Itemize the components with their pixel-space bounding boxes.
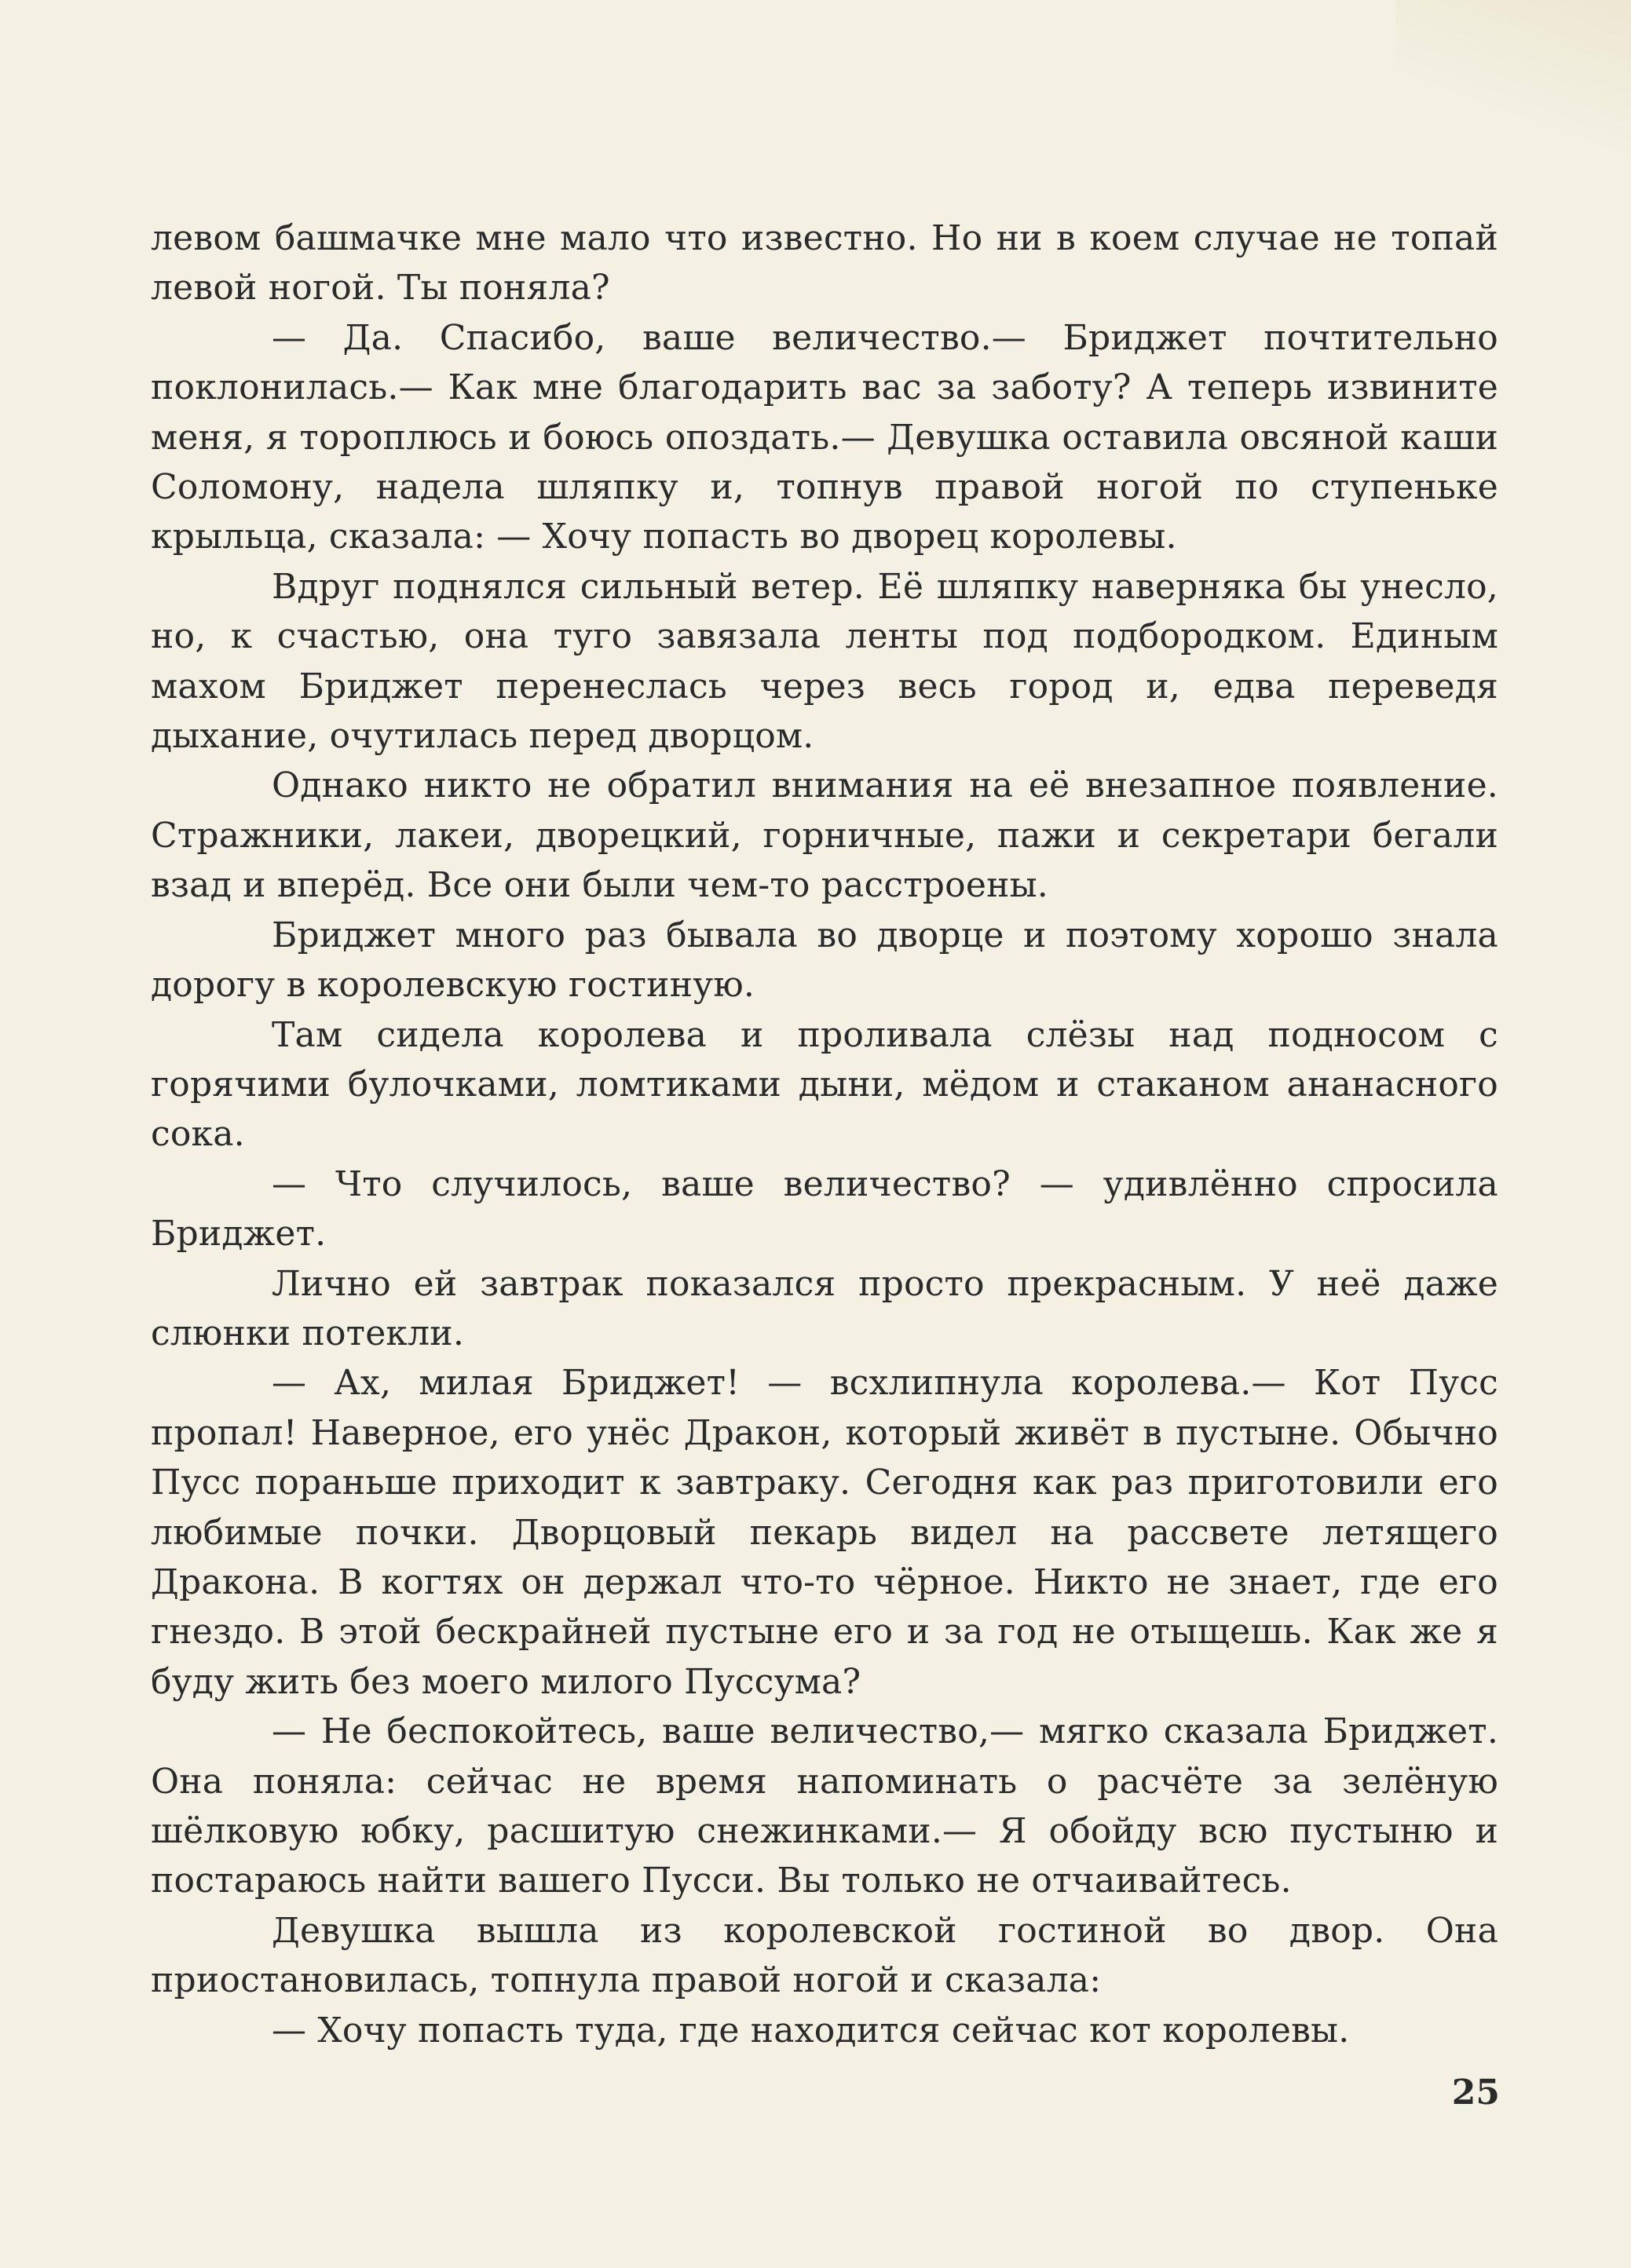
paper-edge-shading — [1395, 0, 1631, 157]
paragraph-7: — Что случилось, ваше величество? — удивлённо спросила Бриджет. — [151, 1163, 1498, 1255]
paragraph-9: — Ах, милая Бриджет! — всхлипнула королева.— Кот Пусс пропал! Наверное, его унёс Дракон, который живёт в пустыне. Обычно Пусс пораньше приходит к завтраку. Сегодня как раз приготовили его любимые почки. Дворцовый пекарь видел на рассвете летящего Дракона. В когтях он держал что-то чёрное. Никто не знает, где его гнездо. В этой бескрайней пустыне его и за год не отыщешь. Как же я буду жить без моего милого Пуссума? — [151, 1363, 1498, 1702]
paragraph-11: Девушка вышла из королевской гостиной во двор. Она приостановилась, топнула правой ногой и сказала: — [151, 1910, 1498, 2001]
page-number: 25 — [1451, 2073, 1500, 2113]
paragraph-1: левом башмачке мне мало что известно. Но ни в коем случае не топай левой ногой. Ты поняла? — [151, 218, 1498, 309]
paragraph-8: Лично ей завтрак показался просто прекрасным. У неё даже слюнки потекли. — [151, 1263, 1498, 1353]
paragraph-10: — Не беспокойтесь, ваше величество,— мягко сказала Бриджет. Она поняла: сейчас не время напоминать о расчёте за зелёную шёлковую юбку, расшитую снежинками.— Я обойду всю пустыню и постараюсь найти вашего Пусси. Вы только не отчаивайтесь. — [151, 1711, 1498, 1901]
paragraph-2: — Да. Спасибо, ваше величество.— Бриджет почтительно поклонилась.— Как мне благодарить вас за заботу? А теперь извините меня, я тороплюсь и боюсь опоздать.— Девушка оставила овсяной каши Соломону, надела шляпку и, топнув правой ногой по ступеньке крыльца, сказала: — Хочу попасть во дворец королевы. — [151, 317, 1498, 557]
paragraph-4: Однако никто не обратил внимания на её внезапное появление. Стражники, лакеи, дворецкий, горничные, пажи и секретари бегали взад и вперёд. Все они были чем-то расстроены. — [151, 765, 1498, 906]
paragraph-12: — Хочу попасть туда, где находится сейчас кот королевы. — [272, 2010, 1350, 2051]
paragraph-6: Там сидела королева и проливала слёзы над подносом с горячими булочками, ломтиками дыни, мёдом и стаканом ананасного сока. — [151, 1014, 1498, 1155]
body-text — [151, 214, 1498, 2055]
paragraph-3: Вдруг поднялся сильный ветер. Её шляпку наверняка бы унесло, но, к счастью, она туго завязала ленты под подбородком. Единым махом Бриджет перенеслась через весь город и, едва переведя дыхание, очутилась перед дворцом. — [151, 566, 1498, 757]
paragraph-5: Бриджет много раз бывала во дворце и поэтому хорошо знала дорогу в королевскую гостиную. — [151, 915, 1498, 1006]
